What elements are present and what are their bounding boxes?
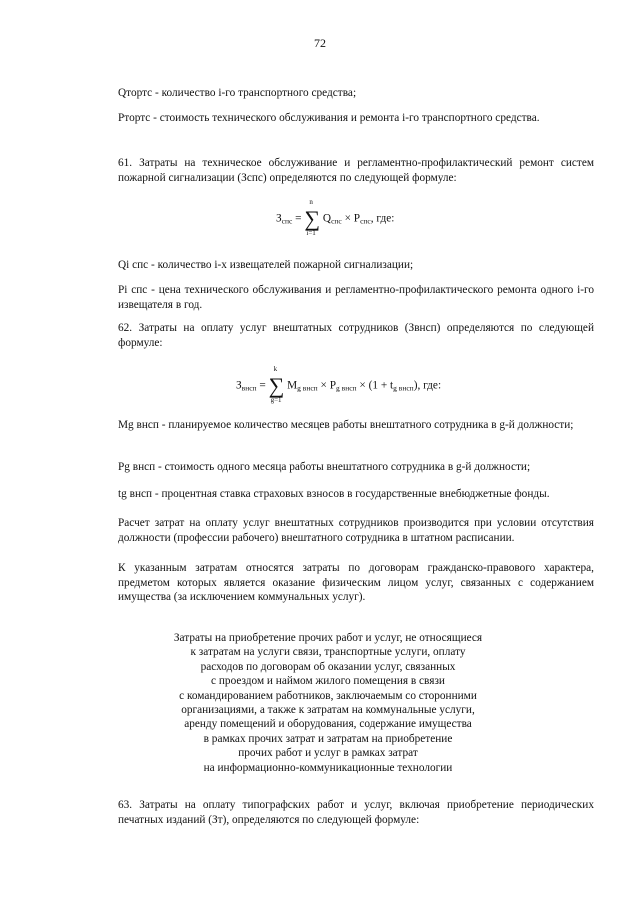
paragraph-61 [118,156,594,185]
definition-text: Ртортс - стоимость технического обслуживания и ремонта i-го транспортного средства. [118,112,540,124]
definition-text: Qi спс - количество i-х извещателей пожарной сигнализации; [118,259,414,271]
heading-line: прочих работ и услуг в рамках затрат [238,747,418,760]
definition-p-vnsp [118,460,594,475]
heading-line: расходов по договорам об оказании услуг, связанных [200,660,456,673]
sum-sign: ∑ k g=1 [268,365,285,404]
paragraph-text: 62. Затраты на оплату услуг внештатных сотрудников (Звнсп) определяются по следующей формуле: [118,322,594,349]
formula-q: Q [322,212,332,225]
sum-lower-limit: g=1 [270,396,282,404]
sum-upper-limit: k [273,365,278,373]
heading-line: аренду помещений и оборудования, содержание имущества [184,718,472,731]
formula-subscript: g внсп [297,383,318,393]
formula-p: P [329,379,337,392]
definition-t-vnsp [118,487,594,502]
page-number: 72 [314,36,326,50]
heading-line: с проездом и наймом жилого помещения в связи [211,675,445,688]
sum-upper-limit: n [309,198,313,206]
paragraph-62 [118,321,594,350]
heading-line: Затраты на приобретение прочих работ и услуг, не относящиеся [173,632,483,644]
formula-61: $З_{спс}$ = ∑ n i=1 $Q_{спс} \times P_{спс}$, где: [276,198,395,237]
definition-text: Рi спс - цена технического обслуживания и регламентно-профилактического ремонта одного i-го извещателя в год. [118,284,594,311]
paragraph-text: 63. Затраты на оплату типографских работ и услуг, включая приобретение периодических печатных изданий (Зт), определяются по следующей формуле: [118,799,594,826]
formula-lhs: З [276,212,282,225]
heading-line: организациями, а также к затратам на коммунальные услуги, [181,704,475,717]
note-included-costs [118,561,594,605]
definition-text: Mg внсп - планируемое количество месяцев работы внештатного сотрудника в g-й должности; [118,419,574,431]
definition-m-vnsp [118,418,594,433]
formula-paren: (1 + t [368,379,394,392]
formula-subscript: спс [360,216,371,226]
definition-text: Рg внсп - стоимость одного месяца работы внештатного сотрудника в g-й должности; [118,461,531,473]
paragraph-text: 61. Затраты на техническое обслуживание и регламентно-профилактический ремонт систем пожарной сигнализации (Зспс) определяются по следующей формуле: [118,157,594,184]
formula-subscript: g внсп [336,383,357,393]
heading-line: с командированием работников, заключаемым со сторонними [179,689,477,702]
formula-tail: , где: [370,212,395,225]
paragraph-text: Расчет затрат на оплату услуг внештатных сотрудников производится при условии отсутствия должности (профессии рабочего) внештатного сотрудника в штатном расписании. [118,517,594,544]
formula-subscript: g внсп [393,383,414,393]
definition-p-tortc [118,111,594,126]
formula-tail: ), где: [413,379,442,392]
formula-m: M [287,379,298,392]
formula-subscript: спс [331,216,342,226]
definition-q-tortc [118,86,594,101]
definition-text: tg внсп - процентная ставка страховых взносов в государственные внебюджетные фонды. [118,488,550,500]
sum-lower-limit: i=1 [306,229,316,237]
note-calculation-condition [118,516,594,545]
formula-p: P [353,212,361,225]
definition-text: Qтортс - количество i-го транспортного средства; [118,87,357,99]
heading-line: в рамках прочих затрат и затратам на приобретение [203,732,453,745]
paragraph-63 [118,798,594,827]
sum-sign: ∑ n i=1 [304,198,321,237]
definition-q-spc [118,258,594,273]
formula-subscript: внсп [241,383,257,393]
paragraph-text: К указанным затратам относятся затраты по договорам гражданско-правового характера, предметом которых является оказание физическим лицом услуг, связанных с содержанием имущества (за исключением коммунальных услуг). [118,562,594,604]
definition-p-spc [118,283,594,312]
heading-line: на информационно-коммуникационные технологии [203,761,453,774]
formula-subscript: спс [281,216,293,226]
formula-62: $З_{внсп}$ = ∑ k g=1 $M_{g внсп} \times P_{g внсп} \times (1 + t_{g внсп})$, где: [236,365,442,404]
section-heading [128,631,528,775]
heading-line: к затратам на услуги связи, транспортные услуги, оплату [190,646,466,659]
formula-lhs: З [236,379,242,392]
